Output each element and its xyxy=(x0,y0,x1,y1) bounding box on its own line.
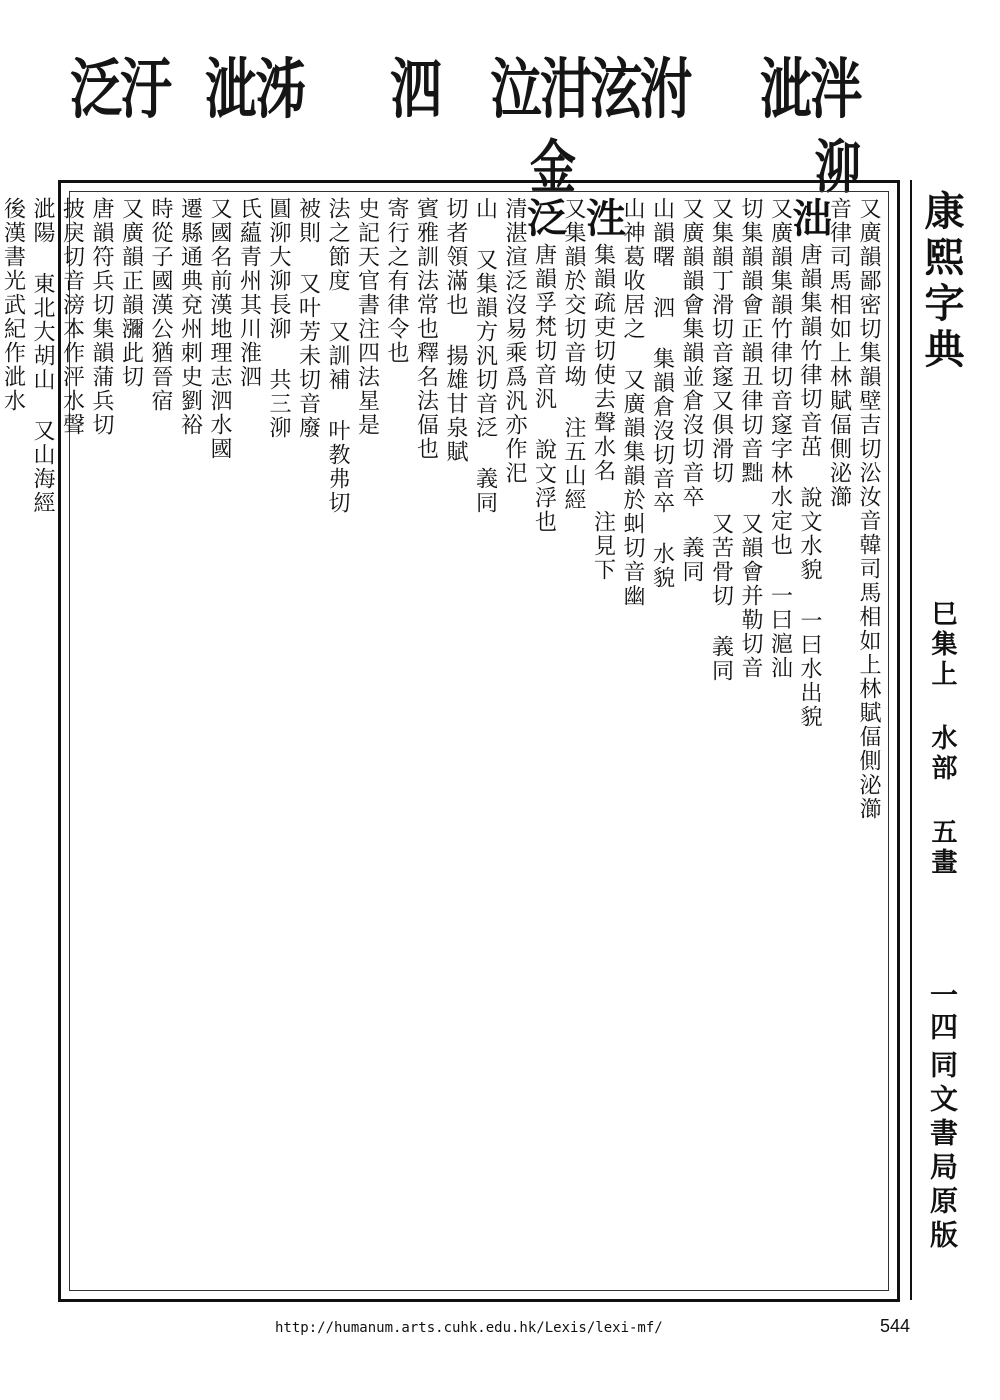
text-column xyxy=(0,197,28,1285)
text-column xyxy=(736,197,766,1285)
column-text: 山韻曙 泗 集韻倉沒切音卒 水貌 xyxy=(649,197,675,590)
text-column xyxy=(293,197,323,1285)
column-text: 寄行之有律令也 xyxy=(384,197,409,365)
text-column xyxy=(441,197,471,1285)
text-column xyxy=(28,197,58,1285)
entry-headword: 泛 xyxy=(520,197,568,243)
dictionary-text-frame xyxy=(0,180,900,1302)
book-title: 康熙字典 xyxy=(918,190,965,374)
text-column xyxy=(470,197,500,1285)
column-text: 後漢書光武紀作泚水 xyxy=(0,197,26,413)
text-column xyxy=(382,197,412,1285)
entry-headword: 泩 xyxy=(579,197,627,243)
text-column xyxy=(677,197,707,1285)
column-text: 法之節度 又訓補 叶教弗切 xyxy=(325,197,350,515)
column-text: 賓雅訓法常也釋名法偪也 xyxy=(413,197,439,461)
column-text: 遷縣通典兗州刺史劉裕 xyxy=(177,197,203,437)
text-column xyxy=(765,197,795,1285)
column-text: 又集韻於交切音坳 注五山經 xyxy=(561,197,586,512)
seal-script-header xyxy=(60,45,861,201)
column-text: 唐韻孚梵切音汎 說文浮也 xyxy=(531,243,557,534)
entry-headword: 泏 xyxy=(786,197,833,243)
text-column xyxy=(234,197,264,1285)
column-text: 又國名前漢地理志泗水國 xyxy=(207,197,232,461)
text-column xyxy=(323,197,353,1285)
column-text: 音律司馬相如上林賦偪側泌瀄 xyxy=(826,197,852,509)
text-columns xyxy=(0,197,883,1285)
seal-char-group: 泣泔泫泭 xyxy=(490,51,691,128)
seal-sub-char: 金 xyxy=(530,133,576,201)
text-column xyxy=(647,197,677,1285)
column-text: 又廣韻韻會集韻並倉沒切音卒 義同 xyxy=(679,197,704,584)
publisher-label: 同文書局原版 xyxy=(926,1050,959,1254)
text-column xyxy=(854,197,884,1285)
seal-sub-char: 泖 xyxy=(815,133,861,201)
text-column xyxy=(146,197,176,1285)
column-text: 又廣韻集韻竹律切音䆳字林水定也 一曰滬汕 xyxy=(767,197,793,680)
column-text: 又集韻丁滑切音䆳又俱滑切 又苦骨切 義同 xyxy=(708,197,734,683)
margin-divider xyxy=(910,180,912,1300)
column-text: 圓泖大泖長泖 共三泖 xyxy=(266,197,291,440)
text-column xyxy=(500,197,530,1285)
column-text: 唐韻符兵切集韻蒲兵切 xyxy=(89,197,114,437)
column-text: 泚陽 東北大胡山 又山海經 xyxy=(30,197,55,515)
column-text: 又廣韻鄙密切集韻壁吉切㳂汝音韓司馬相如上林賦偪側泌瀄 xyxy=(856,197,881,821)
section-label: 巳集上 水部 五畫 xyxy=(927,600,957,878)
text-column xyxy=(116,197,146,1285)
text-column xyxy=(175,197,205,1285)
column-text: 唐韻集韻竹律切音茁 說文水貌 一曰水出貌 xyxy=(797,243,822,729)
column-text: 山神葛收居之 又廣韻集韻於虯切音幽 xyxy=(620,197,645,608)
column-text: 氏藴青州其川淮泗 xyxy=(236,197,262,389)
text-column xyxy=(559,197,589,1285)
text-column xyxy=(824,197,854,1285)
column-text: 披戾切音滂本作泙水聲 xyxy=(59,197,85,437)
text-column xyxy=(87,197,117,1285)
source-url[interactable]: http://humanum.arts.cuhk.edu.hk/Lexis/lexi-mf/ xyxy=(275,1320,663,1336)
column-text: 集韻疏吏切使去聲水名 注見下 xyxy=(590,243,616,582)
column-text: 被則 又叶芳未切音廢 xyxy=(295,197,321,440)
folio-number: 一四 xyxy=(926,980,959,1044)
seal-char-group: 泚泮 xyxy=(760,51,861,128)
text-column xyxy=(786,197,833,1285)
column-text: 又廣韻正韻瀰此切 xyxy=(118,197,144,389)
column-text: 山 又集韻方汎切音泛 義同 xyxy=(472,197,498,515)
column-text: 時從子國漢公猶晉宿 xyxy=(148,197,173,413)
seal-char-group: 泛汙 xyxy=(70,51,171,128)
seal-char-group: 泚泲 xyxy=(205,51,306,128)
column-text: 史記天官書注四法星是 xyxy=(354,197,380,437)
text-column xyxy=(205,197,235,1285)
page-number: 544 xyxy=(880,1316,911,1336)
text-column xyxy=(579,197,627,1285)
text-column xyxy=(352,197,382,1285)
text-column xyxy=(57,197,87,1285)
seal-char-group: 泗 xyxy=(390,51,441,128)
column-text: 切者領滿也 揚雄甘泉賦 xyxy=(443,197,468,464)
text-column xyxy=(264,197,294,1285)
text-column xyxy=(618,197,648,1285)
text-column xyxy=(706,197,736,1285)
column-text: 切集韻韻會正韻丑律切音黜 又韻會并勒切音 xyxy=(738,197,763,680)
text-column xyxy=(411,197,441,1285)
column-text: 清湛渲泛沒易乘爲汎亦作汜 xyxy=(502,197,527,485)
text-column xyxy=(520,197,568,1285)
